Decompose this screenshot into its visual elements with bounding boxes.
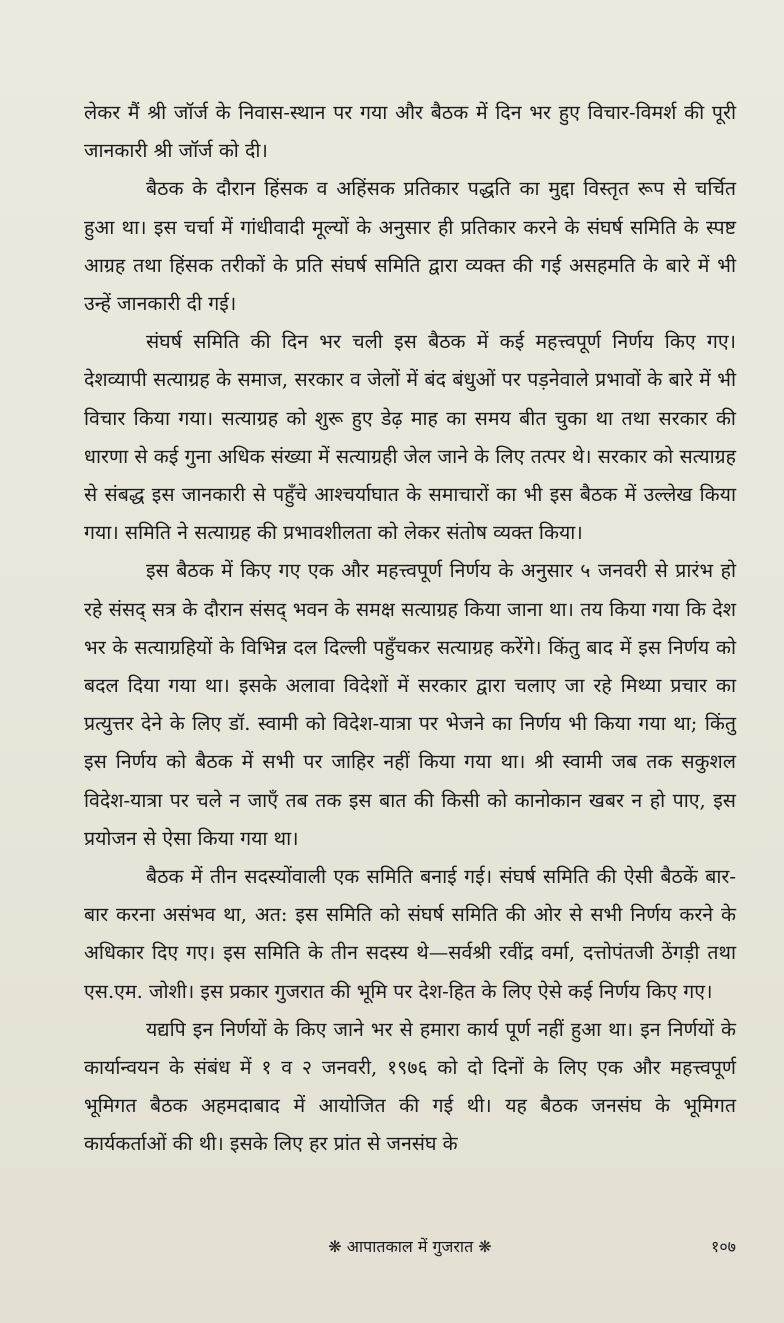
paragraph-2: बैठक के दौरान हिंसक व अहिंसक प्रतिकार पद्धति का मुद्दा विस्तृत रूप से चर्चित हुआ था। इस चर्चा में गांधीवादी मूल्यों के अनुसार ही प्रतिकार करने के संघर्ष समिति के स्पष्ट आग्रह तथा हिंसक तरीकों के प्रति संघर्ष समिति द्वारा व्यक्त की गई असहमति के बारे में भी उन्हें जानकारी दी गई। bbox=[84, 177, 736, 316]
paragraph-1: लेकर मैं श्री जॉर्ज के निवास-स्थान पर गया और बैठक में दिन भर हुए विचार-विमर्श की पूरी जानकारी श्री जॉर्ज को दी। bbox=[84, 101, 736, 163]
page-footer bbox=[84, 1232, 736, 1262]
body-text bbox=[84, 94, 736, 1164]
page-number: १०७ bbox=[711, 1237, 736, 1256]
running-footer-title: ❋ आपातकाल में गुजरात ❋ bbox=[328, 1237, 492, 1256]
paragraph-5: बैठक में तीन सदस्योंवाली एक समिति बनाई गई। संघर्ष समिति की ऐसी बैठकें बार-बार करना असंभव था, अत: इस समिति को संघर्ष समिति की ओर से सभी निर्णय करने के अधिकार दिए गए। इस समिति के तीन सदस्य थे—सर्वश्री रवींद्र वर्मा, दत्तोपंतजी ठेंगड़ी तथा एस.एम. जोशी। इस प्रकार गुजरात की भूमि पर देश-हित के लिए ऐसे कई निर्णय किए गए। bbox=[84, 865, 736, 1003]
paragraph-3: संघर्ष समिति की दिन भर चली इस बैठक में कई महत्त्वपूर्ण निर्णय किए गए। देशव्यापी सत्याग्रह के समाज, सरकार व जेलों में बंद बंधुओं पर पड़नेवाले प्रभावों के बारे में भी विचार किया गया। सत्याग्रह को शुरू हुए डेढ़ माह का समय बीत चुका था तथा सरकार की धारणा से कई गुना अधिक संख्या में सत्याग्रही जेल जाने के लिए तत्पर थे। सरकार को सत्याग्रह से संबद्ध इस जानकारी से पहुँचे आश्चर्याघात के समाचारों का भी इस बैठक में उल्लेख किया गया। समिति ने सत्याग्रह की प्रभावशीलता को लेकर संतोष व्यक्त किया। bbox=[84, 330, 736, 545]
paragraph-4: इस बैठक में किए गए एक और महत्त्वपूर्ण निर्णय के अनुसार ५ जनवरी से प्रारंभ हो रहे संसद् सत्र के दौरान संसद् भवन के समक्ष सत्याग्रह किया जाना था। तय किया गया कि देश भर के सत्याग्रहियों के विभिन्न दल दिल्ली पहुँचकर सत्याग्रह करेंगे। किंतु बाद में इस निर्णय को बदल दिया गया था। इसके अलावा विदेशों में सरकार द्वारा चलाए जा रहे मिथ्या प्रचार का प्रत्युत्तर देने के लिए डॉ. स्वामी को विदेश-यात्रा पर भेजने का निर्णय भी किया गया था; किंतु इस निर्णय को बैठक में सभी पर जाहिर नहीं किया गया था। श्री स्वामी जब तक सकुशल विदेश-यात्रा पर चले न जाएँ तब तक इस बात की किसी को कानोकान खबर न हो पाए, इस प्रयोजन से ऐसा किया गया था। bbox=[84, 559, 736, 850]
paragraph-6: यद्यपि इन निर्णयों के किए जाने भर से हमारा कार्य पूर्ण नहीं हुआ था। इन निर्णयों के कार्यान्वयन के संबंध में १ व २ जनवरी, १९७६ को दो दिनों के लिए एक और महत्त्वपूर्ण भूमिगत बैठक अहमदाबाद में आयोजित की गई थी। यह बैठक जनसंघ के भूमिगत कार्यकर्ताओं की थी। इसके लिए हर प्रांत से जनसंघ के bbox=[84, 1017, 736, 1156]
